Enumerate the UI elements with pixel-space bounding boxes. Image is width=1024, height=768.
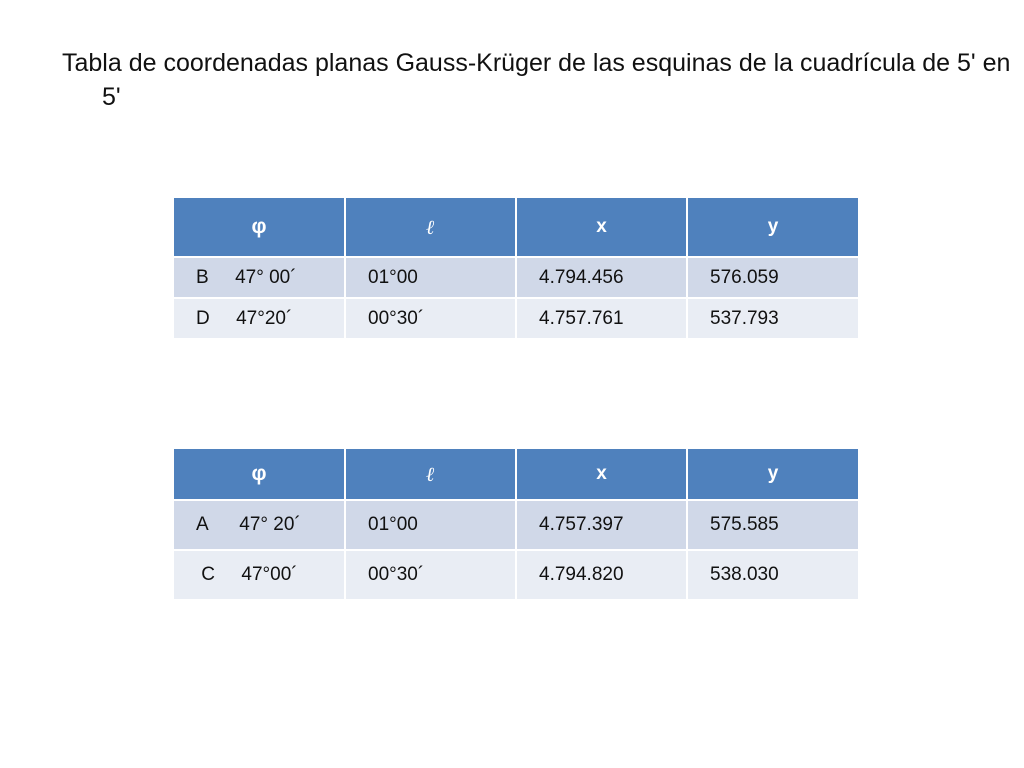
cell-ell: 00°30´: [345, 550, 516, 600]
cell-x: 4.757.761: [516, 298, 687, 339]
header-ell: [345, 448, 516, 500]
coordinates-table-1: [172, 196, 860, 340]
table-row: [173, 500, 859, 550]
table-row: [173, 257, 859, 298]
cell-point: A 47° 20´: [173, 500, 345, 550]
header-x-label: x: [596, 463, 607, 484]
table-row: [173, 298, 859, 339]
cell-x: 4.794.820: [516, 550, 687, 600]
table-header-row: [173, 197, 859, 257]
cell-y: 576.059: [687, 257, 859, 298]
coordinates-table-2: [172, 447, 860, 601]
table-row: [173, 550, 859, 600]
header-x: [516, 448, 687, 500]
header-phi: [173, 448, 345, 500]
cell-point: C 47°00´: [173, 550, 345, 600]
header-y: [687, 448, 859, 500]
cell-x: 4.794.456: [516, 257, 687, 298]
cell-y: 537.793: [687, 298, 859, 339]
cell-point: B 47° 00´: [173, 257, 345, 298]
header-y-label: y: [767, 463, 779, 484]
header-x-label: x: [596, 216, 607, 237]
header-ell-label: ℓ: [426, 461, 435, 486]
header-y: [687, 197, 859, 257]
cell-ell: 00°30´: [345, 298, 516, 339]
header-x: [516, 197, 687, 257]
header-ell-label: ℓ: [426, 214, 435, 239]
header-phi: [173, 197, 345, 257]
cell-y: 538.030: [687, 550, 859, 600]
cell-y: 575.585: [687, 500, 859, 550]
header-ell: [345, 197, 516, 257]
header-phi-label: φ: [251, 462, 267, 485]
cell-point: D 47°20´: [173, 298, 345, 339]
header-phi-label: φ: [251, 215, 267, 238]
cell-x: 4.757.397: [516, 500, 687, 550]
header-y-label: y: [767, 216, 779, 237]
cell-ell: 01°00: [345, 257, 516, 298]
cell-ell: 01°00: [345, 500, 516, 550]
slide-title: Tabla de coordenadas planas Gauss-Krüger de las esquinas de la cuadrícula de 5' en 5': [62, 49, 1011, 111]
table-header-row: [173, 448, 859, 500]
